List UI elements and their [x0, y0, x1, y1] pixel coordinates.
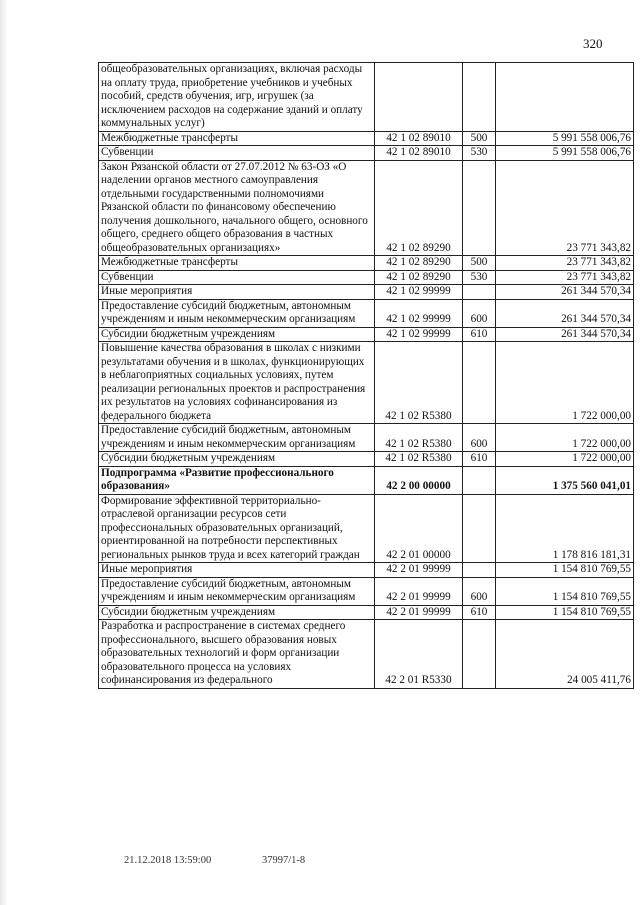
row-code-cell: 42 2 00 00000: [375, 466, 463, 494]
row-amount-cell: 5 991 558 006,76: [496, 146, 634, 161]
row-code-cell: 42 2 01 99999: [375, 563, 463, 578]
row-code-cell: 42 1 02 89290: [375, 270, 463, 285]
footer-document-id: 37997/1-8: [262, 855, 306, 866]
row-amount-cell: 1 375 560 041,01: [496, 466, 634, 494]
table-row: [99, 342, 634, 424]
row-expense-type-cell: 610: [463, 327, 496, 342]
row-code-cell: 42 2 01 99999: [375, 577, 463, 605]
row-expense-type-cell: [463, 63, 496, 132]
row-code-cell: 42 1 02 99999: [375, 285, 463, 300]
footer-timestamp: 21.12.2018 13:59:00: [124, 855, 212, 866]
table-row: [99, 270, 634, 285]
row-expense-type-cell: [463, 160, 496, 256]
budget-table: [98, 62, 634, 689]
row-amount-cell: 23 771 343,82: [496, 270, 634, 285]
row-name-cell: общеобразовательных организациях, включая расходы на оплату труда, приобретение учебников и учебных пособий, средств обучения, игр, игрушек (за исключением расходов на содержание зданий и оплату коммунальных услуг): [99, 63, 375, 132]
row-expense-type-cell: [463, 466, 496, 494]
row-name-cell: Субсидии бюджетным учреждениям: [99, 605, 375, 620]
table-row: [99, 424, 634, 452]
row-amount-cell: 1 722 000,00: [496, 424, 634, 452]
row-name-cell: Закон Рязанской области от 27.07.2012 № 63-ОЗ «О наделении органов местного самоуправления отдельными государственными полномочиями Рязанской области по финансовому обеспечению получения дошкольного, начального общего, основного общего, среднего общего образования в частных общеобразовательных организациях»: [99, 160, 375, 256]
table-row: [99, 605, 634, 620]
row-name-cell: Формирование эффективной территориально-отраслевой организации ресурсов сети профессиональных образовательных организаций, ориентированной на потребности перспективных региональных рынков труда и всех категорий граждан: [99, 494, 375, 563]
row-name-cell: Подпрограмма «Развитие профессионального образования»: [99, 466, 375, 494]
row-name-cell: Повышение качества образования в школах с низкими результатами обучения и в школах, функционирующих в неблагоприятных социальных условиях, путем реализации региональных проектов и распространения их результатов на условиях софинансирования из федерального бюджета: [99, 342, 375, 424]
row-expense-type-cell: [463, 494, 496, 563]
row-expense-type-cell: [463, 620, 496, 689]
row-name-cell: Субвенции: [99, 146, 375, 161]
table-row: [99, 299, 634, 327]
row-name-cell: Межбюджетные трансферты: [99, 131, 375, 146]
row-name-cell: Субвенции: [99, 270, 375, 285]
row-name-cell: Разработка и распространение в системах среднего профессионального, высшего образования новых образовательных технологий и форм организации образовательного процесса на условиях софинансирования из федерального: [99, 620, 375, 689]
table-row: [99, 327, 634, 342]
row-expense-type-cell: 530: [463, 270, 496, 285]
row-code-cell: 42 1 02 R5380: [375, 424, 463, 452]
row-expense-type-cell: 610: [463, 605, 496, 620]
row-amount-cell: 261 344 570,34: [496, 285, 634, 300]
row-amount-cell: 24 005 411,76: [496, 620, 634, 689]
row-name-cell: Межбюджетные трансферты: [99, 256, 375, 271]
row-code-cell: 42 2 01 99999: [375, 605, 463, 620]
row-amount-cell: 5 991 558 006,76: [496, 131, 634, 146]
row-code-cell: 42 1 02 99999: [375, 327, 463, 342]
table-row: [99, 577, 634, 605]
table-row: [99, 256, 634, 271]
row-name-cell: Субсидии бюджетным учреждениям: [99, 327, 375, 342]
row-code-cell: 42 1 02 89010: [375, 146, 463, 161]
row-amount-cell: [496, 63, 634, 132]
page-number: 320: [583, 36, 603, 51]
row-expense-type-cell: 500: [463, 256, 496, 271]
row-code-cell: 42 1 02 99999: [375, 299, 463, 327]
row-amount-cell: 1 154 810 769,55: [496, 605, 634, 620]
row-code-cell: 42 1 02 R5380: [375, 452, 463, 467]
row-expense-type-cell: [463, 563, 496, 578]
table-row: [99, 146, 634, 161]
row-amount-cell: 1 154 810 769,55: [496, 563, 634, 578]
row-expense-type-cell: 600: [463, 424, 496, 452]
row-name-cell: Предоставление субсидий бюджетным, автономным учреждениям и иным некоммерческим организациям: [99, 577, 375, 605]
row-code-cell: [375, 63, 463, 132]
table-row: [99, 285, 634, 300]
row-expense-type-cell: 600: [463, 299, 496, 327]
table-row: [99, 620, 634, 689]
row-name-cell: Предоставление субсидий бюджетным, автономным учреждениям и иным некоммерческим организациям: [99, 299, 375, 327]
table-row: [99, 63, 634, 132]
row-name-cell: Субсидии бюджетным учреждениям: [99, 452, 375, 467]
row-amount-cell: 261 344 570,34: [496, 299, 634, 327]
row-expense-type-cell: 500: [463, 131, 496, 146]
row-name-cell: Иные мероприятия: [99, 563, 375, 578]
row-amount-cell: 261 344 570,34: [496, 327, 634, 342]
row-amount-cell: 1 722 000,00: [496, 342, 634, 424]
row-expense-type-cell: 600: [463, 577, 496, 605]
row-code-cell: 42 1 02 89290: [375, 160, 463, 256]
row-expense-type-cell: [463, 342, 496, 424]
row-code-cell: 42 2 01 00000: [375, 494, 463, 563]
row-expense-type-cell: 530: [463, 146, 496, 161]
row-expense-type-cell: 610: [463, 452, 496, 467]
row-code-cell: 42 1 02 89010: [375, 131, 463, 146]
table-row: [99, 452, 634, 467]
row-amount-cell: 23 771 343,82: [496, 160, 634, 256]
table-row: [99, 494, 634, 563]
table-row: [99, 563, 634, 578]
scan-edge: [0, 0, 8, 905]
table-row: [99, 131, 634, 146]
row-amount-cell: 1 154 810 769,55: [496, 577, 634, 605]
row-code-cell: 42 1 02 R5380: [375, 342, 463, 424]
row-name-cell: Иные мероприятия: [99, 285, 375, 300]
row-name-cell: Предоставление субсидий бюджетным, автономным учреждениям и иным некоммерческим организациям: [99, 424, 375, 452]
row-code-cell: 42 2 01 R5330: [375, 620, 463, 689]
table-row: [99, 160, 634, 256]
row-amount-cell: 23 771 343,82: [496, 256, 634, 271]
row-amount-cell: 1 722 000,00: [496, 452, 634, 467]
table-row: [99, 466, 634, 494]
row-amount-cell: 1 178 816 181,31: [496, 494, 634, 563]
row-code-cell: 42 1 02 89290: [375, 256, 463, 271]
row-expense-type-cell: [463, 285, 496, 300]
